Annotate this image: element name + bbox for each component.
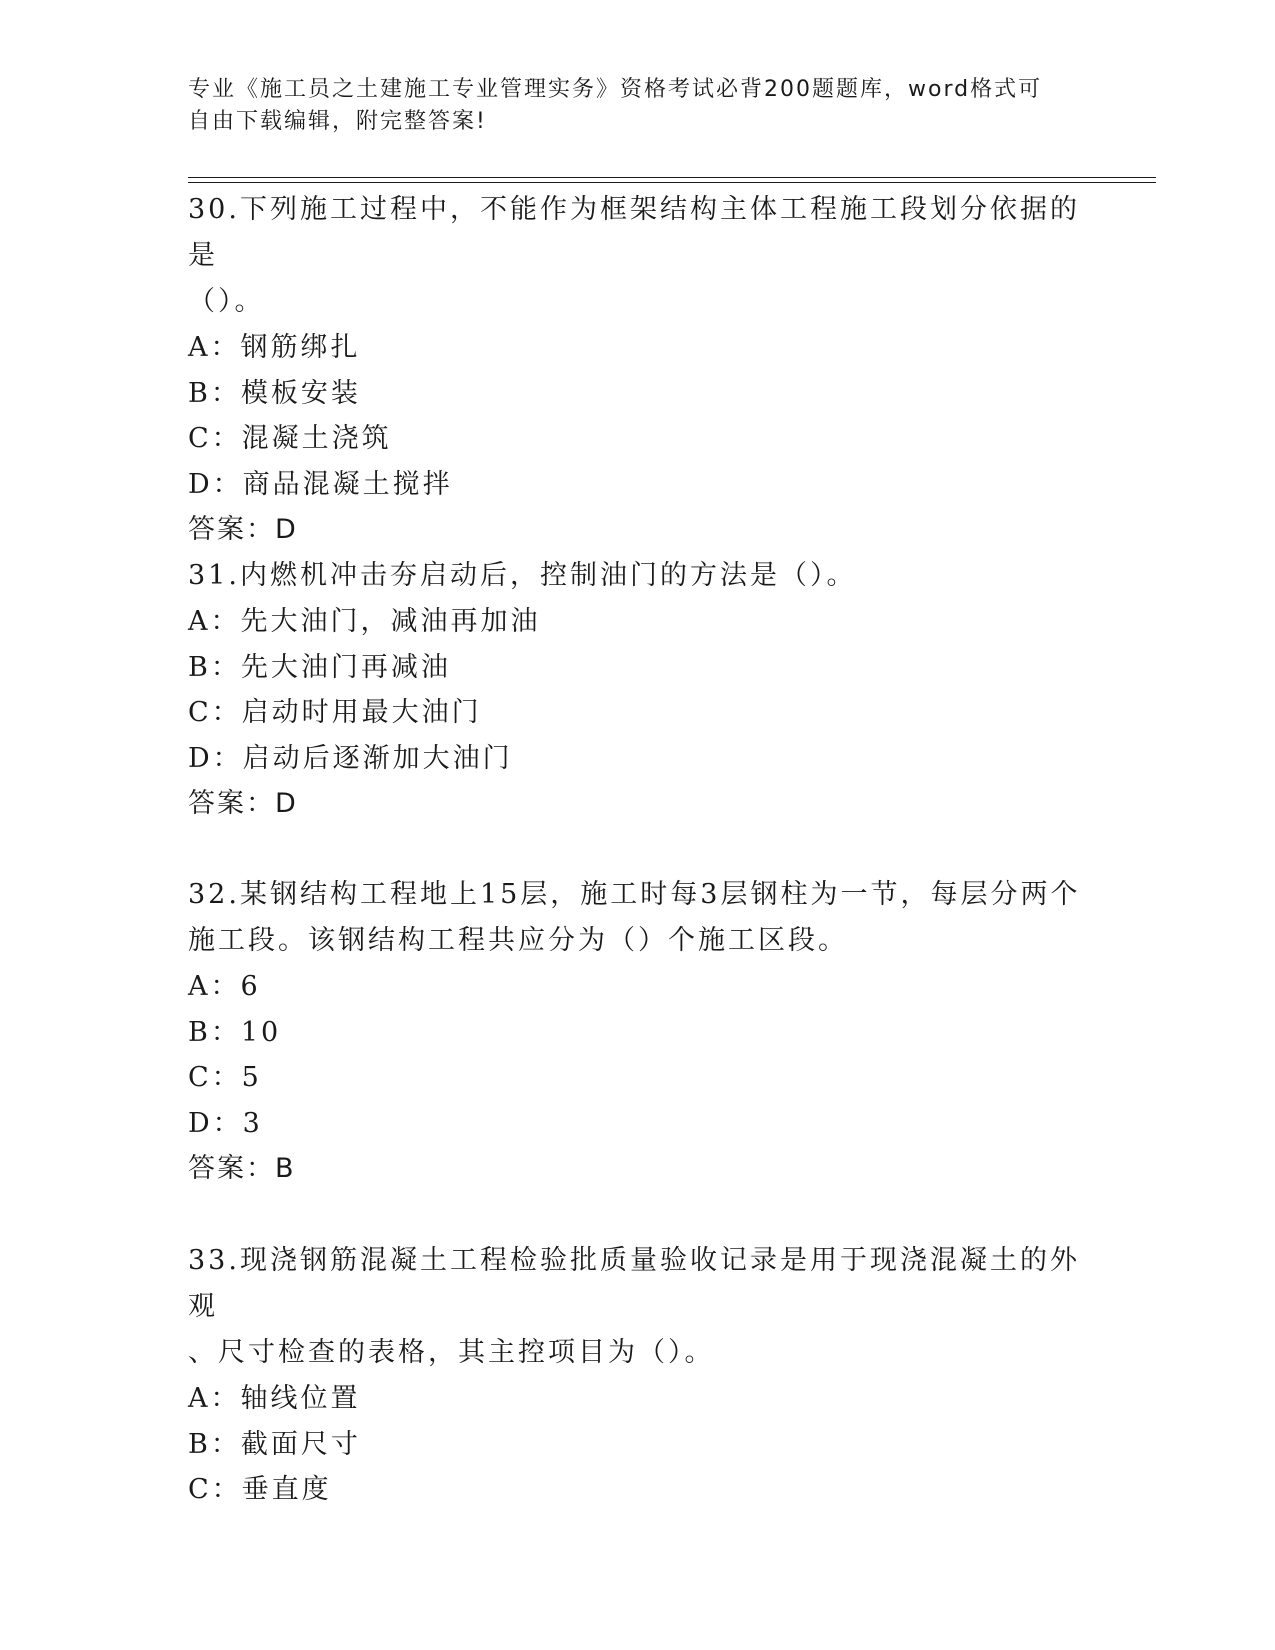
option-d: D：3 — [188, 1107, 263, 1139]
question-stem-line: 33.现浇钢筋混凝土工程检验批质量验收记录是用于现浇混凝土的外观 — [188, 1245, 1080, 1322]
option-c: C：启动时用最大油门 — [188, 697, 482, 728]
header-rule-top — [188, 177, 1156, 178]
answer: 答案：D — [188, 788, 298, 819]
option-d: D：商品混凝土搅拌 — [188, 468, 453, 500]
question-stem-line: 32.某钢结构工程地上15层，施工时每3层钢柱为一节，每层分两个 — [188, 879, 1081, 910]
header-line-2: 自由下载编辑，附完整答案! — [188, 109, 487, 134]
option-a: A：先大油门，减油再加油 — [188, 606, 541, 637]
answer: 答案：B — [188, 1153, 296, 1184]
option-a: A：钢筋绑扎 — [188, 332, 361, 363]
question-33 — [188, 1238, 1088, 1513]
option-c: C：5 — [188, 1062, 262, 1093]
option-b: B：先大油门再减油 — [188, 651, 451, 683]
option-b: B：截面尺寸 — [188, 1428, 361, 1460]
option-d: D：启动后逐渐加大油门 — [188, 742, 513, 774]
header-line-1: 专业《施工员之土建施工专业管理实务》资格考试必背200题题库，word格式可 — [188, 77, 1043, 102]
question-stem-line: （）。 — [188, 286, 265, 317]
question-31 — [188, 553, 1088, 827]
option-c: C：混凝土浇筑 — [188, 423, 392, 454]
option-a: A：6 — [188, 971, 261, 1002]
question-stem-line: 30.下列施工过程中，不能作为框架结构主体工程施工段划分依据的是 — [188, 194, 1080, 271]
question-stem-line: 施工段。该钢结构工程共应分为（）个施工区段。 — [188, 925, 848, 956]
option-c: C：垂直度 — [188, 1474, 332, 1505]
question-stem-line: 31.内燃机冲击夯启动后，控制油门的方法是（）。 — [188, 560, 857, 591]
document-header — [188, 74, 1068, 138]
option-b: B：10 — [188, 1016, 282, 1048]
question-stem-line: 、尺寸检查的表格，其主控项目为（）。 — [188, 1337, 715, 1368]
question-32 — [188, 872, 1088, 1192]
option-a: A：轴线位置 — [188, 1383, 361, 1414]
answer: 答案：D — [188, 514, 298, 545]
question-30 — [188, 187, 1088, 553]
header-rule-bottom — [188, 182, 1156, 183]
option-b: B：模板安装 — [188, 377, 361, 409]
